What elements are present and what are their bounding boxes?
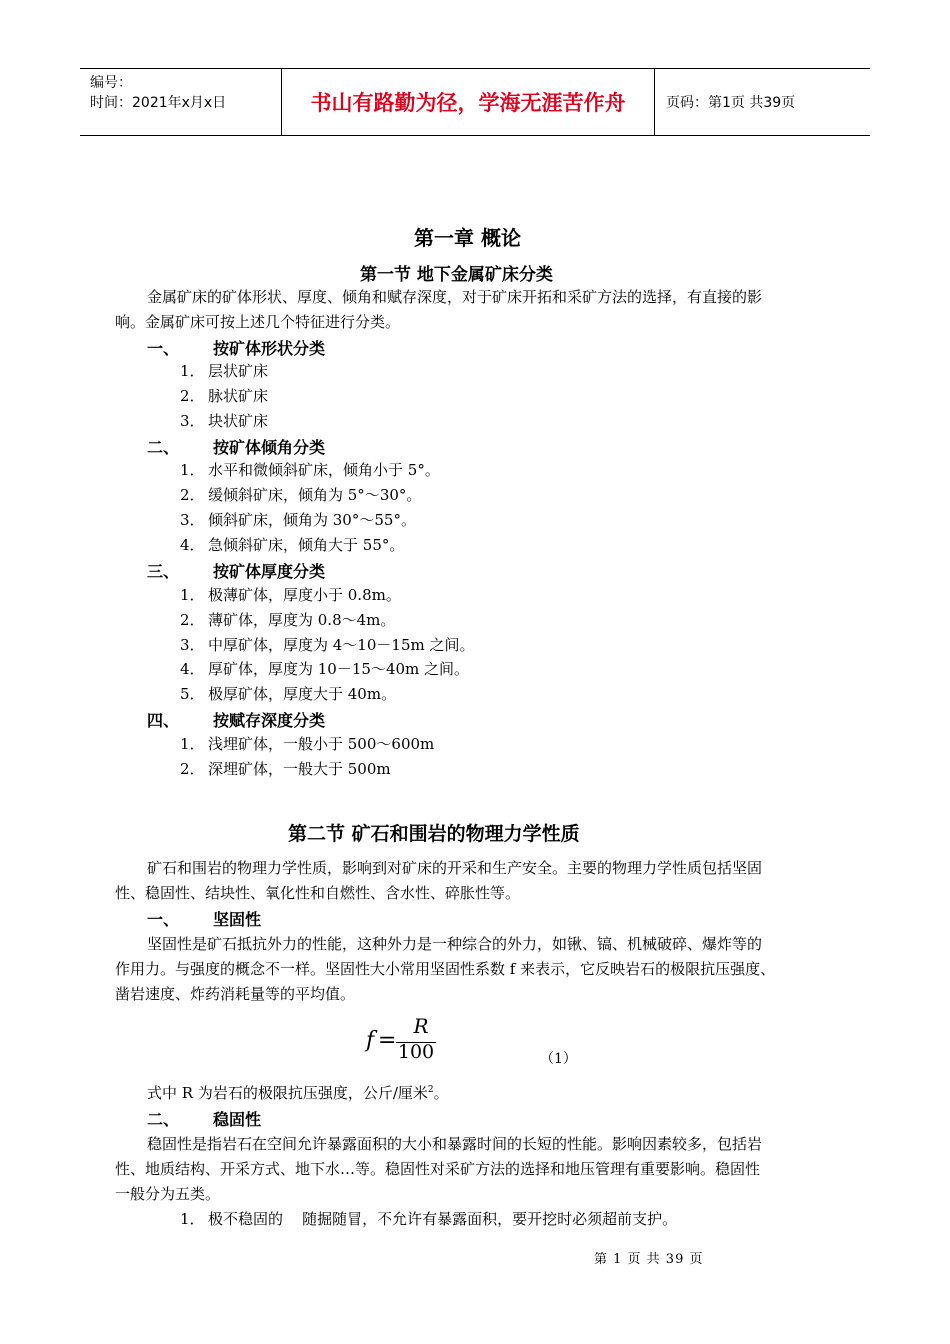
- chapter-title: 第一章 概论: [414, 226, 521, 250]
- list-item: 4． 急倾斜矿床，倾角大于 55°。: [180, 536, 405, 554]
- page-footer: 第 1 页 共 39 页: [594, 1252, 704, 1267]
- formula-denominator: 100: [397, 1041, 435, 1063]
- section2-intro-line1: 矿石和围岩的物理力学性质，影响到对矿床的开采和生产安全。主要的物理力学性质包括坚固: [147, 859, 763, 877]
- stability-line3: 一般分为五类。: [115, 1185, 221, 1203]
- group1-title: 按矿体形状分类: [213, 339, 326, 358]
- group3-heading: [147, 559, 325, 582]
- list-item: 4． 厚矿体，厚度为 10－15～40m 之间。: [180, 660, 470, 678]
- header-motto: 书山有路勤为径，学海无涯苦作舟: [282, 69, 655, 135]
- list-item: 2． 缓倾斜矿床，倾角为 5°～30°。: [180, 486, 422, 504]
- list-item: 2． 脉状矿床: [180, 387, 269, 405]
- sub2-num: 二、: [147, 1110, 180, 1129]
- stability-line2: 性、地质结构、开采方式、地下水…等。稳固性对采矿方法的选择和地压管理有重要影响。稳固性: [115, 1160, 761, 1178]
- header-meta: [80, 69, 282, 135]
- list-item: 1． 浅埋矿体，一般小于 500～600m: [180, 735, 435, 753]
- list-item: 3． 块状矿床: [180, 412, 269, 430]
- group2-title: 按矿体倾角分类: [213, 438, 326, 457]
- list-item: 1． 层状矿床: [180, 362, 269, 380]
- group3-num: 三、: [147, 562, 180, 581]
- firmness-line1: 坚固性是矿石抵抗外力的性能，这种外力是一种综合的外力，如锹、镐、机械破碎、爆炸等的: [147, 935, 763, 953]
- sub1-title: 坚固性: [213, 910, 262, 929]
- group1-num: 一、: [147, 339, 180, 358]
- group4-title: 按赋存深度分类: [213, 711, 326, 730]
- subsection-firmness-heading: [147, 907, 261, 930]
- group3-title: 按矿体厚度分类: [213, 562, 326, 581]
- group4-heading: [147, 708, 325, 731]
- header-page: 页码：第1页 共39页: [666, 95, 796, 111]
- list-item: 1． 水平和微倾斜矿床，倾角小于 5°。: [180, 461, 440, 479]
- list-item: 1． 极不稳固的 随掘随冒，不允许有暴露面积，要开挖时必须超前支护。: [180, 1210, 678, 1228]
- sub2-title: 稳固性: [213, 1110, 262, 1129]
- formula-label: （1）: [540, 1051, 577, 1067]
- stability-line1: 稳固性是指岩石在空间允许暴露面积的大小和暴露时间的长短的性能。影响因素较多，包括岩: [147, 1135, 763, 1153]
- list-item: 1． 极薄矿体，厚度小于 0.8m。: [180, 586, 401, 604]
- subsection-stability-heading: [147, 1107, 261, 1130]
- formula-lhs: f: [366, 1028, 375, 1053]
- list-item: 3． 倾斜矿床，倾角为 30°～55°。: [180, 511, 416, 529]
- page-header: [80, 68, 870, 136]
- formula-numerator: R: [413, 1014, 429, 1038]
- list-item: 3． 中厚矿体，厚度为 4～10－15m 之间。: [180, 636, 475, 654]
- formula-eq: =: [378, 1028, 397, 1053]
- group1-heading: [147, 336, 325, 359]
- section1-intro-line1: 金属矿床的矿体形状、厚度、倾角和赋存深度，对于矿床开拓和采矿方法的选择，有直接的影: [147, 288, 763, 306]
- list-item: 2． 深埋矿体，一般大于 500m: [180, 760, 391, 778]
- group2-heading: [147, 435, 325, 458]
- formula-note: 式中 R 为岩石的极限抗压强度，公斤/厘米$^2$。: [147, 1084, 449, 1102]
- section1-title: 第一节 地下金属矿床分类: [360, 265, 553, 285]
- section2-title: 第二节 矿石和围岩的物理力学性质: [288, 823, 580, 845]
- list-item: 5． 极厚矿体，厚度大于 40m。: [180, 685, 397, 703]
- section1-intro-line2: 响。金属矿床可按上述几个特征进行分类。: [115, 313, 401, 331]
- section2-intro-line2: 性、稳固性、结块性、氧化性和自燃性、含水性、碎胀性等。: [115, 884, 521, 902]
- group4-num: 四、: [147, 711, 180, 730]
- sub1-num: 一、: [147, 910, 180, 929]
- header-date: 时间：2021年x月x日: [90, 95, 227, 111]
- group2-num: 二、: [147, 438, 180, 457]
- firmness-line3: 凿岩速度、炸药消耗量等的平均值。: [115, 985, 356, 1003]
- firmness-line2: 作用力。与强度的概念不一样。坚固性大小常用坚固性系数 f 来表示，它反映岩石的极限抗压强度、: [115, 960, 776, 978]
- list-item: 2． 薄矿体，厚度为 0.8～4m。: [180, 611, 396, 629]
- header-number: 编号：: [90, 75, 132, 91]
